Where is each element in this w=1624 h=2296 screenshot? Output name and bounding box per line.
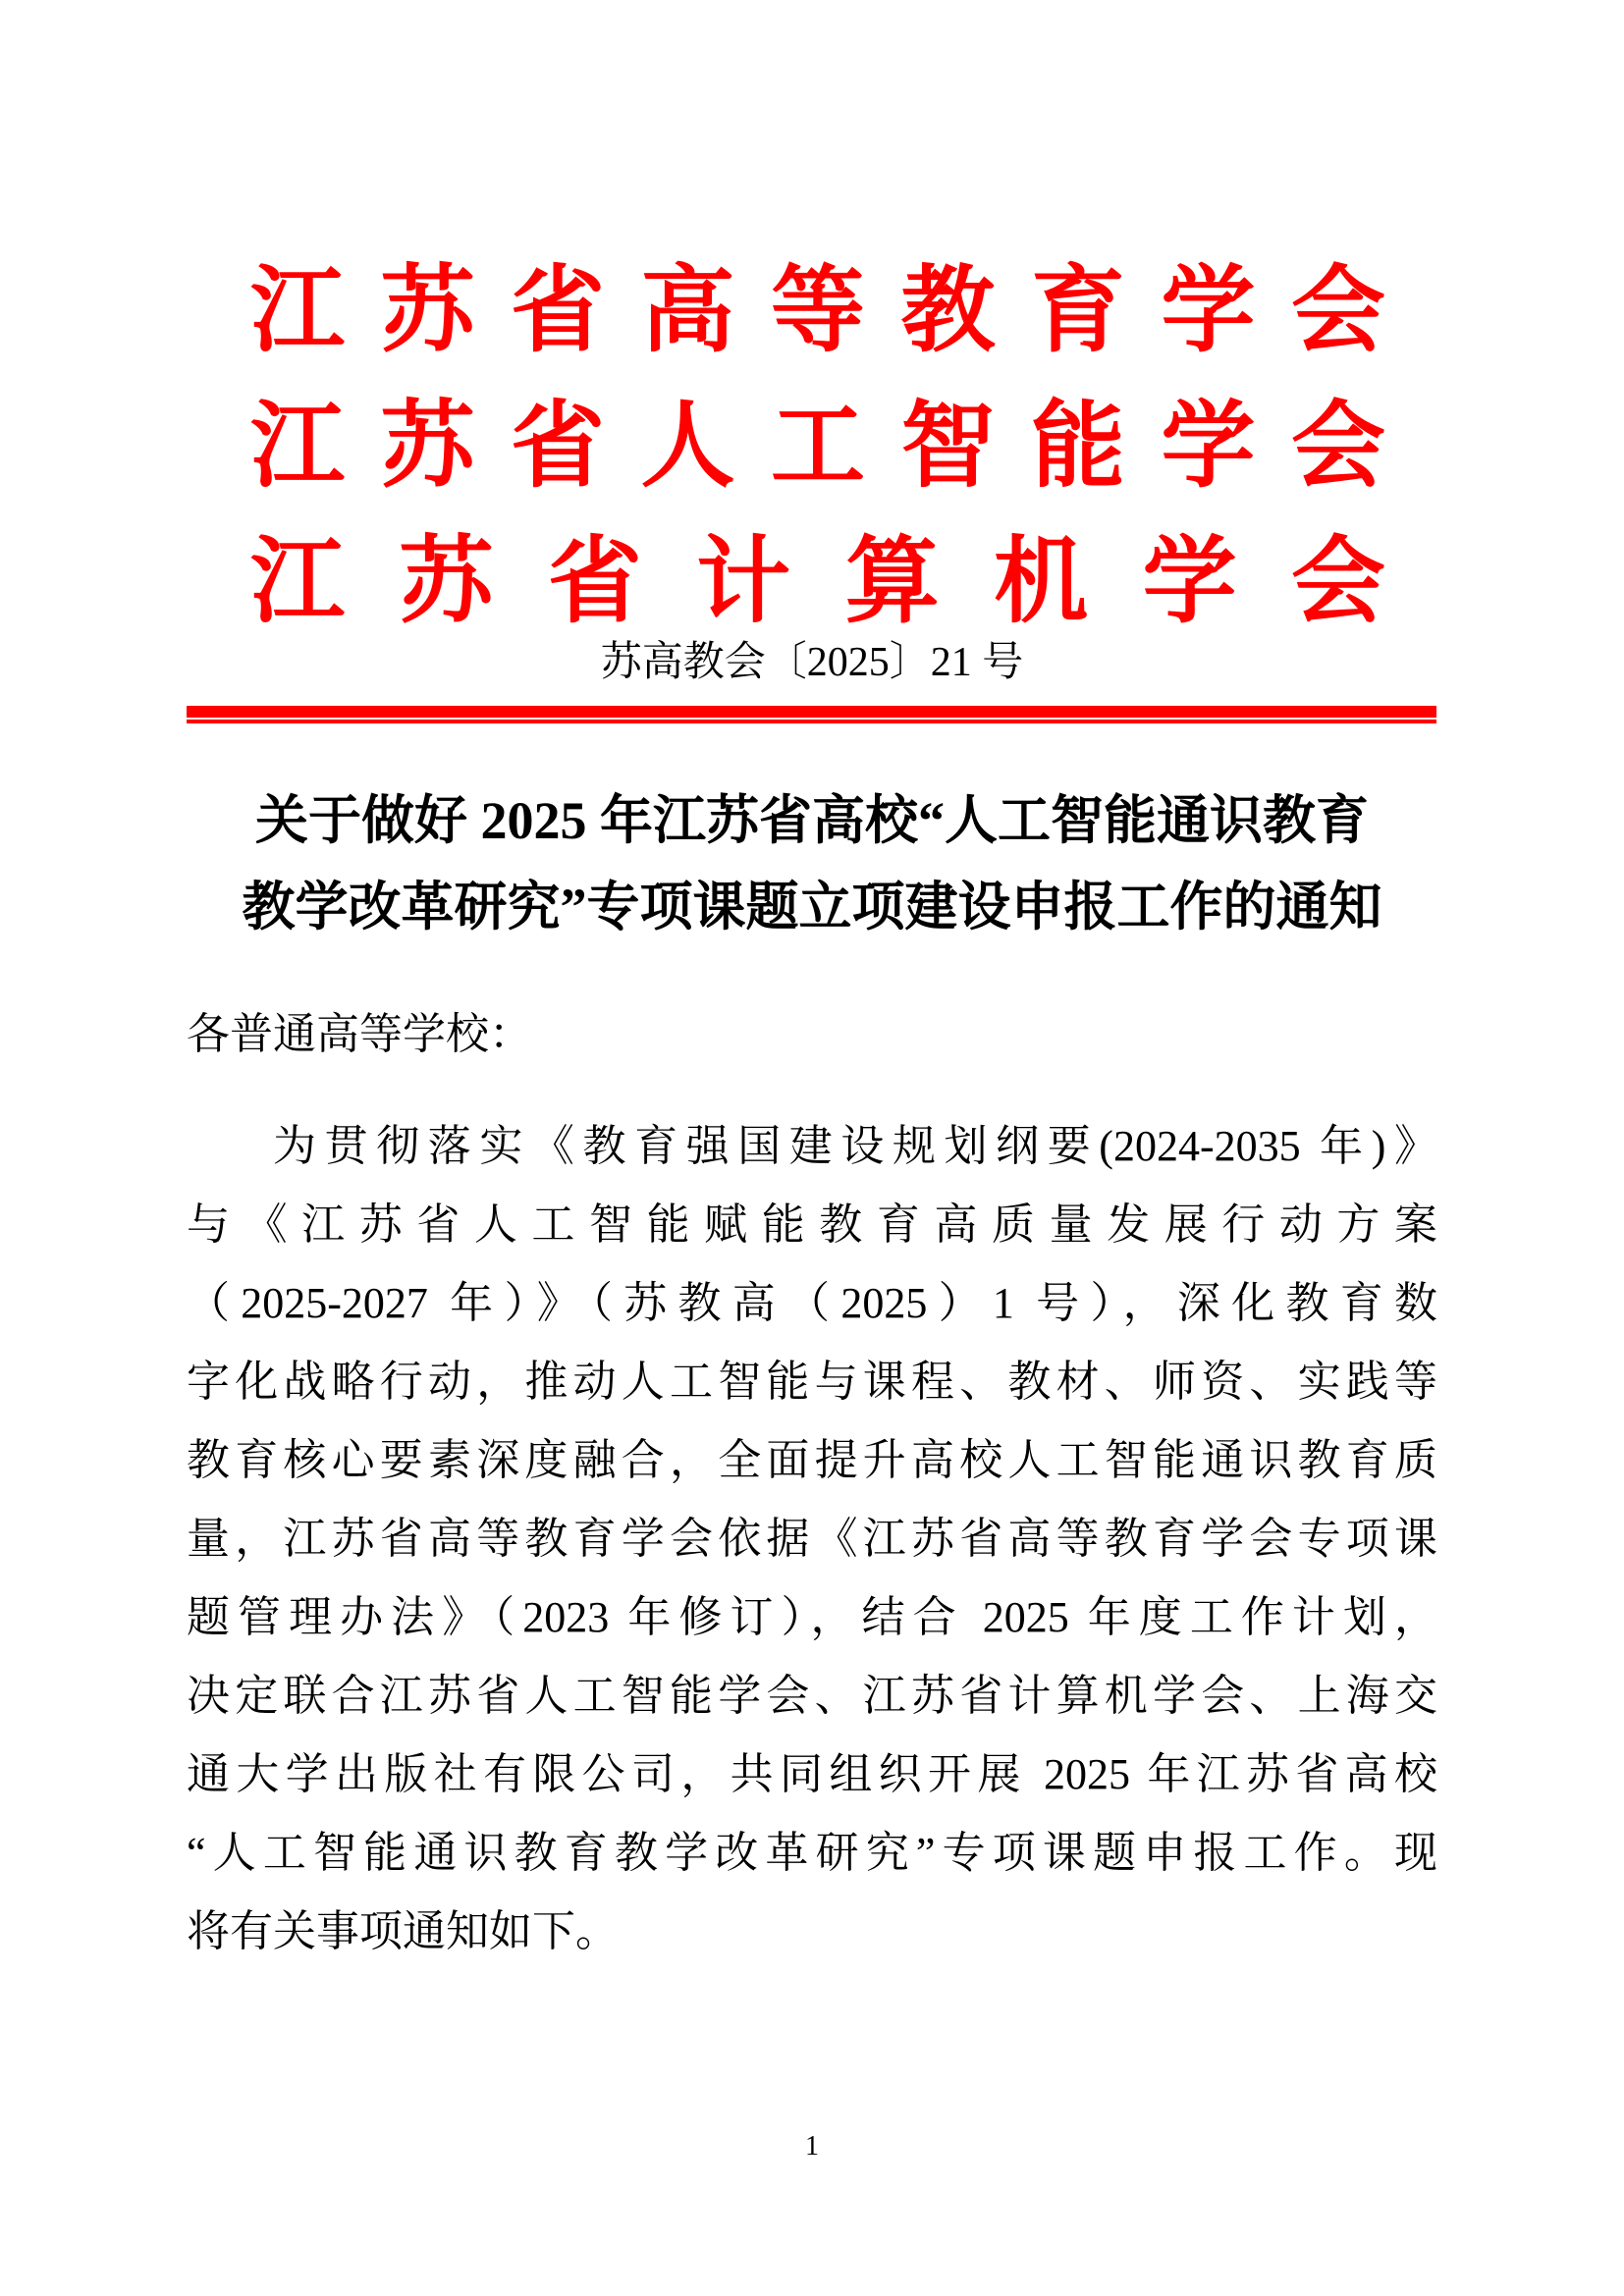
paragraph-line: 决定联合江苏省人工智能学会、江苏省计算机学会、上海交 xyxy=(187,1672,1437,1720)
notice-body xyxy=(187,1003,1437,1971)
opening-paragraph xyxy=(187,1107,1437,1971)
notice-title-line1: 关于做好 2025 年江苏省高校“人工智能通识教育 xyxy=(255,791,1369,850)
paragraph-line: 通大学出版社有限公司，共同组织开展 2025 年江苏省高校 xyxy=(187,1750,1437,1798)
org-name-ai-society: 江苏省人工智能学会 xyxy=(250,394,1385,499)
paragraph-line: 与《江苏省人工智能赋能教育高质量发展行动方案 xyxy=(187,1201,1437,1249)
paragraph-line: 题管理办法》（2023 年修订），结合 2025 年度工作计划， xyxy=(187,1593,1437,1641)
paragraph-line: 教育核心要素深度融合，全面提升高校人工智能通识教育质 xyxy=(187,1436,1437,1484)
notice-title-line2: 教学改革研究”专项课题立项建设申报工作的通知 xyxy=(242,878,1382,936)
paragraph-line: 将有关事项通知如下。 xyxy=(187,1907,619,1955)
org-name-computer-society: 江苏省计算机学会 xyxy=(250,529,1385,634)
paragraph-line: “人工智能通识教育教学改革研究”专项课题申报工作。现 xyxy=(187,1829,1437,1877)
org-name-higher-education-society: 江苏省高等教育学会 xyxy=(250,258,1385,363)
page-number: 1 xyxy=(805,2131,819,2162)
document-number: 苏高教会〔2025〕21 号 xyxy=(600,640,1024,685)
paragraph-line: 为贯彻落实《教育强国建设规划纲要(2024-2035 年)》 xyxy=(273,1122,1437,1170)
paragraph-line: （2025-2027 年）》（苏教高（2025）1 号），深化教育数 xyxy=(187,1279,1437,1327)
red-separator-thick-line xyxy=(187,706,1436,718)
issuing-organizations xyxy=(250,243,1385,650)
salutation: 各普通高等学校： xyxy=(187,1010,532,1058)
paragraph-line: 量，江苏省高等教育学会依据《江苏省高等教育学会专项课 xyxy=(187,1515,1437,1563)
red-separator-thin-line xyxy=(187,720,1436,723)
paragraph-line: 字化战略行动，推动人工智能与课程、教材、师资、实践等 xyxy=(187,1358,1437,1406)
notice-title xyxy=(157,777,1467,950)
